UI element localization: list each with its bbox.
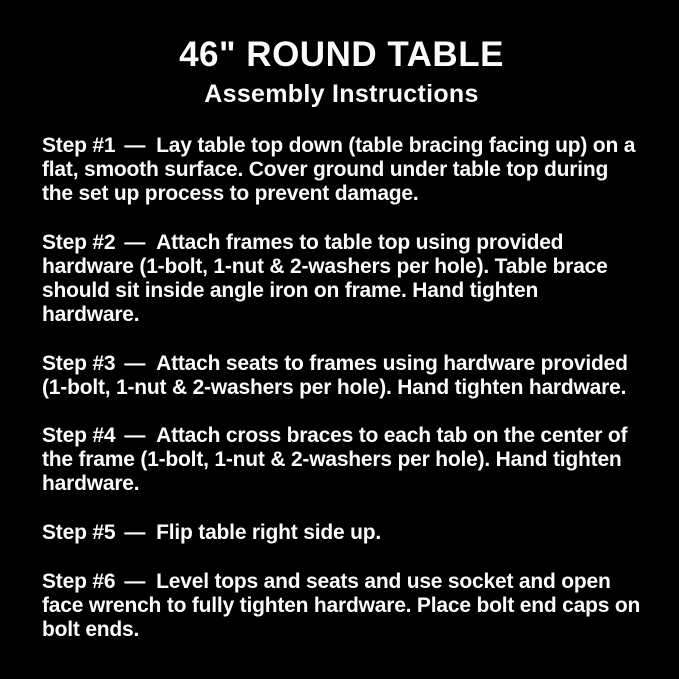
step-text: Level tops and seats and use socket and open face wrench to fully tighten hardware. Place bolt end caps on bolt ends. (42, 570, 641, 642)
em-dash: — (124, 351, 146, 375)
step-label: Step #1 (42, 134, 116, 157)
step-item-5 (42, 521, 641, 545)
step-label: Step #4 (42, 424, 116, 448)
em-dash: — (124, 521, 146, 545)
step-text: Attach frames to table top using provided hardware (1-bolt, 1-nut & 2-washers per hole). Table brace should sit inside angle iron on frame. Hand tighten hardware. (42, 230, 608, 326)
step-item-3 (42, 352, 641, 400)
step-item-1 (42, 134, 641, 206)
em-dash: — (124, 570, 146, 594)
step-text: Lay table top down (table bracing facing up) on a flat, smooth surface. Cover ground under table top during the set up process to prevent damage. (42, 134, 636, 205)
em-dash: — (124, 134, 146, 157)
step-label: Step #2 (42, 230, 116, 254)
step-item-6 (42, 570, 641, 642)
em-dash: — (124, 424, 146, 448)
step-item-4 (42, 424, 641, 496)
page-subtitle: Assembly Instructions (204, 79, 479, 108)
step-text: Attach cross braces to each tab on the center of the frame (1-bolt, 1-nut & 2-washers per hole). Hand tighten hardware. (42, 424, 628, 496)
step-label: Step #6 (42, 570, 116, 594)
page-title: 46" ROUND TABLE (179, 35, 504, 74)
step-item-2 (42, 231, 641, 327)
step-label: Step #3 (42, 351, 116, 375)
step-label: Step #5 (42, 521, 116, 545)
step-text: Attach seats to frames using hardware provided (1-bolt, 1-nut & 2-washers per hole). Hand tighten hardware. (42, 351, 628, 399)
step-text: Flip table right side up. (156, 521, 381, 545)
em-dash: — (124, 230, 146, 254)
